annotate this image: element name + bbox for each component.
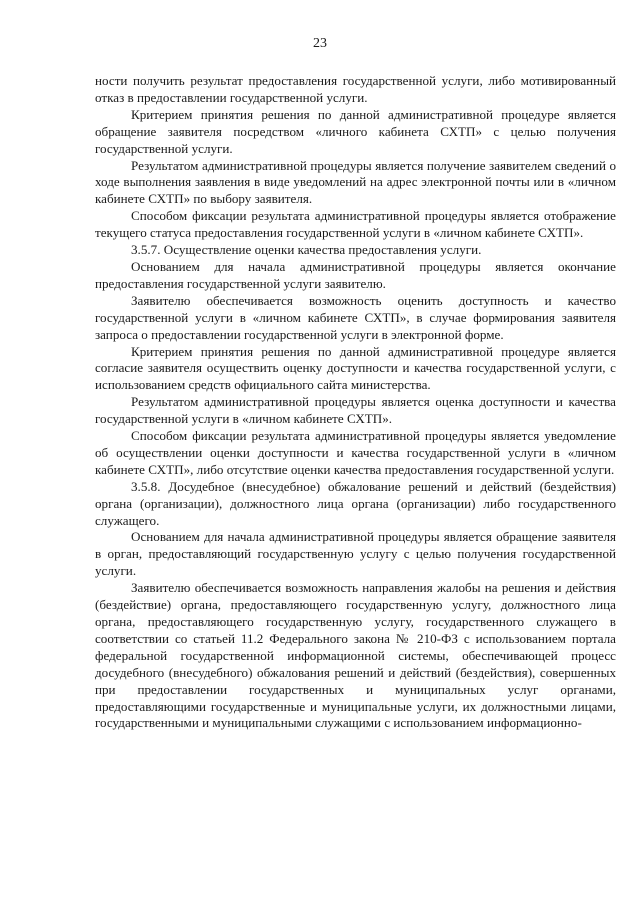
body-paragraph: Основанием для начала административной процедуры является обращение заявителя в орган, предоставляющий государственную услугу с целью получения государственной услуги. xyxy=(95,529,616,579)
body-paragraph: Способом фиксации результата административной процедуры является отображение текущего статуса предоставления государственной услуги в «личном кабинете СХТП». xyxy=(95,208,616,241)
body-paragraph: Критерием принятия решения по данной административной процедуре является согласие заявителя осуществить оценку доступности и качества государственной услуги, с использованием средств официального сайта министерства. xyxy=(95,343,616,393)
body-paragraph: Основанием для начала административной процедуры является окончание предоставления государственной услуги заявителю. xyxy=(95,258,616,291)
body-paragraph: Результатом административной процедуры является получение заявителем сведений о ходе выполнения заявления в виде уведомлений на адрес электронной почты или в «личном кабинете СХТП» по выбору заявителя. xyxy=(95,157,616,207)
body-paragraph: Заявителю обеспечивается возможность оценить доступность и качество государственной услуги в «личном кабинете СХТП», в случае формирования заявителя запроса о предоставлении государственной услуги в электронной форме. xyxy=(95,292,616,342)
body-paragraph: Заявителю обеспечивается возможность направления жалобы на решения и действия (бездействие) органа, предоставляющего государственную услугу, должностного лица органа, предоставляющего государственную услугу, государственного служащего в соответствии со статьей 11.2 Федерального закона № 210-ФЗ с использованием портала федеральной государственной информационной системы, обеспечивающей процесс досудебного (внесудебного) обжалования решений и действий (бездействия), совершенных при предоставлении государственных и муниципальных услуг органами, предоставляющими государственные и муниципальные услуги, их должностными лицами, государственными и муниципальными служащими с использованием информационно- xyxy=(95,580,616,731)
page-body xyxy=(95,73,616,732)
body-paragraph: 3.5.7. Осуществление оценки качества предоставления услуги. xyxy=(131,242,482,258)
body-paragraph: 3.5.8. Досудебное (внесудебное) обжалование решений и действий (бездействия) органа (организации), должностного лица органа (организации) либо государственного служащего. xyxy=(95,478,616,528)
body-paragraph: Критерием принятия решения по данной административной процедуре является обращение заявителя посредством «личного кабинета СХТП» с целью получения государственной услуги. xyxy=(95,106,616,156)
body-paragraph: Способом фиксации результата административной процедуры является уведомление об осуществлении оценки доступности и качества государственной услуги в «личном кабинете СХТП», либо отсутствие оценки качества предоставления государственной услуги. xyxy=(95,428,616,477)
page-number: 23 xyxy=(313,36,327,51)
body-paragraph: Результатом административной процедуры является оценка доступности и качества государственной услуги в «личном кабинете СХТП». xyxy=(95,394,616,427)
body-paragraph: ности получить результат предоставления государственной услуги, либо мотивированный отказ в предоставлении государственной услуги. xyxy=(95,73,616,105)
